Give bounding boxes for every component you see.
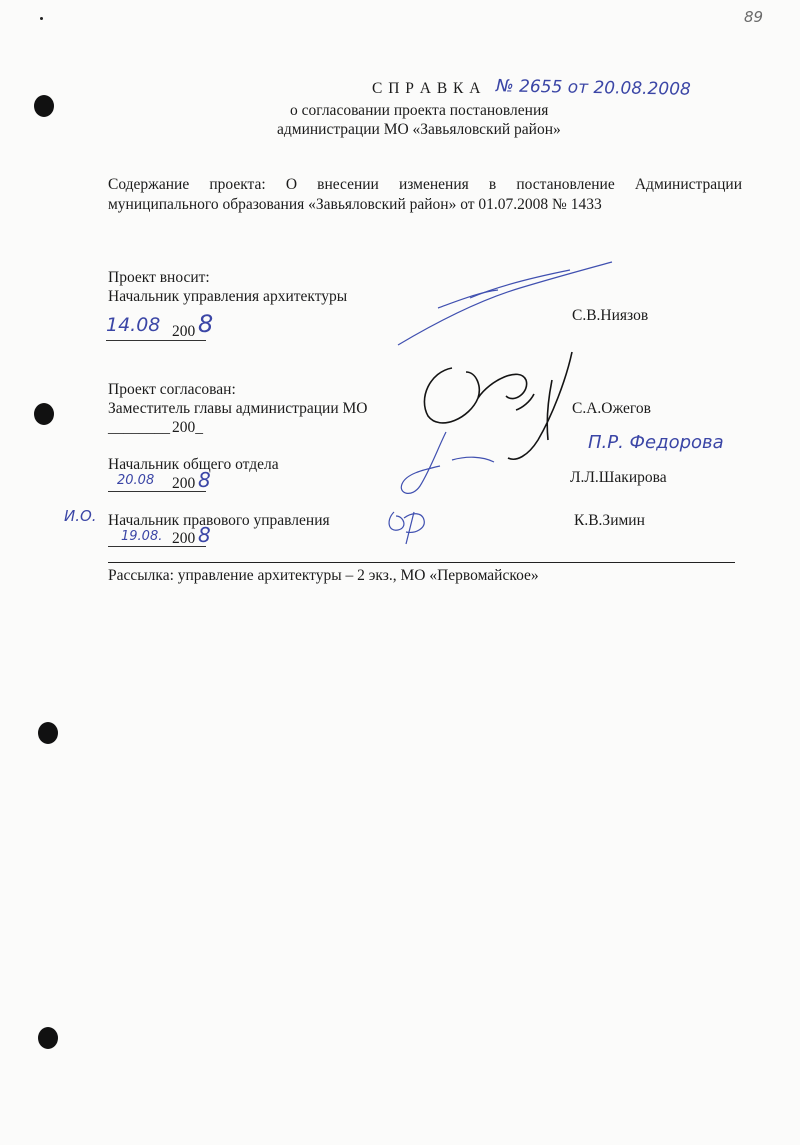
signature-ozhegov [424, 352, 572, 459]
approver-year: 200 [172, 530, 196, 547]
submitter-date: 14.08 [106, 314, 161, 336]
approver-position: Начальник общего отдела [108, 456, 279, 473]
approver-position: Начальник правового управления [108, 512, 330, 529]
approver-year: 200 [172, 475, 196, 492]
submitter-name: С.В.Ниязов [572, 307, 649, 324]
content-line-1: Содержание проекта: О внесении изменения в постановление Администрации [108, 176, 742, 193]
approver-date-blank: ________ [108, 419, 170, 436]
submitter-year-digit: 8 [198, 310, 214, 338]
approval-heading: Проект согласован: [108, 381, 236, 398]
signature-niyazov [398, 262, 612, 345]
subtitle-line-1: о согласовании проекта постановления [290, 102, 549, 119]
document-title: С П Р А В К А [372, 80, 482, 97]
approver-name: С.А.Ожегов [572, 400, 651, 417]
submitter-heading: Проект вносит: [108, 269, 210, 286]
approver-name: К.В.Зимин [574, 512, 645, 529]
margin-note: И.О. [64, 507, 97, 525]
approver-year-digit: 8 [198, 523, 211, 547]
submitter-year: 200 [172, 323, 196, 340]
submitter-position: Начальник управления архитектуры [108, 288, 348, 305]
approver-name: Л.Л.Шакирова [570, 469, 667, 486]
approver-year: 200_ [172, 419, 203, 436]
signature-zimin [389, 512, 424, 544]
approver-signature-note: П.Р. Федорова [588, 432, 724, 453]
approver-year-digit: 8 [198, 468, 211, 492]
approver-date: 19.08. [121, 529, 163, 544]
subtitle-line-2: администрации МО «Завьяловский район» [277, 121, 561, 138]
approver-position: Заместитель главы администрации МО [108, 400, 368, 417]
page-number: 89 [744, 8, 764, 26]
content-line-2: муниципального образования «Завьяловский район» от 01.07.2008 № 1433 [108, 196, 602, 213]
registration-number: № 2655 от 20.08.2008 [495, 76, 691, 100]
approver-date: 20.08 [117, 473, 155, 488]
distribution-list: Рассылка: управление архитектуры – 2 экз., МО «Первомайское» [108, 567, 539, 584]
signature-shakirova [401, 432, 494, 493]
